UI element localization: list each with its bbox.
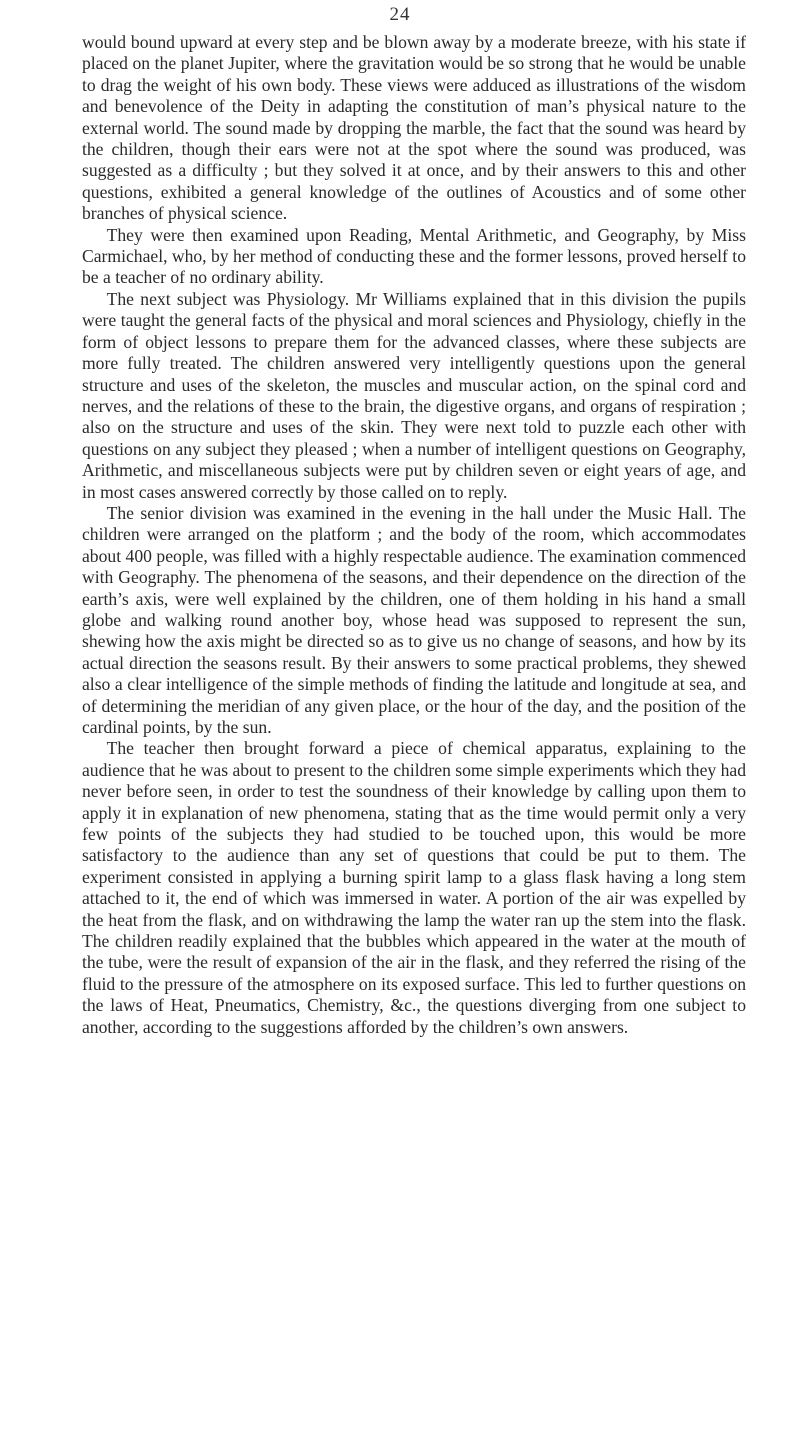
paragraph-2: They were then examined upon Reading, Mental Arithmetic, and Geography, by Miss Carmichael, who, by her method of conducting these and the former lessons, proved herself to be a teacher of no ordinary ability. <box>82 224 746 288</box>
paragraph-4: The senior division was examined in the evening in the hall under the Music Hall. The children were arranged on the platform ; and the body of the room, which accommodates about 400 people, was filled with a highly respectable audience. The examination commenced with Geography. The phenomena of the seasons, and their dependence on the direction of the earth’s axis, were well explained by the children, one of them holding in his hand a small globe and walking round another boy, whose head was supposed to represent the sun, shewing how the axis might be directed so as to give us no change of seasons, and how by its actual direction the seasons result. By their answers to some practical problems, they shewed also a clear intelligence of the simple methods of finding the latitude and longitude at sea, and of determining the meridian of any given place, or the hour of the day, and the position of the cardinal points, by the sun. <box>82 502 746 737</box>
paragraph-3: The next subject was Physiology. Mr Williams explained that in this division the pupils were taught the general facts of the physical and moral sciences and Physiology, chiefly in the form of object lessons to prepare them for the advanced classes, where these subjects are more fully treated. The children answered very intelligently questions upon the general structure and uses of the skeleton, the muscles and muscular action, on the spinal cord and nerves, and the relations of these to the brain, the digestive organs, and organs of respiration ; also on the structure and uses of the skin. They were next told to puzzle each other with questions on any subject they pleased ; when a number of intelligent questions on Geography, Arithmetic, and miscellaneous subjects were put by children seven or eight years of age, and in most cases answered correctly by those called on to reply. <box>82 288 746 502</box>
page-number: 24 <box>389 4 411 25</box>
paragraph-1: would bound upward at every step and be blown away by a moderate breeze, with his state if placed on the planet Jupiter, where the gravitation would be so strong that he would be unable to drag the weight of his own body. These views were adduced as illustrations of the wisdom and benevolence of the Deity in adapting the constitution of man’s physical nature to the external world. The sound made by dropping the marble, the fact that the sound was heard by the children, though their ears were not at the spot where the sound was produced, was suggested as a difficulty ; but they solved it at once, and by their answers to this and other questions, exhibited a general knowledge of the outlines of Acoustics and of some other branches of physical science. <box>82 32 746 224</box>
body-text <box>82 32 746 1038</box>
paragraph-5: The teacher then brought forward a piece of chemical apparatus, explaining to the audience that he was about to present to the children some simple experiments which they had never before seen, in order to test the soundness of their knowledge by calling upon them to apply it in explanation of new phenomena, stating that as the time would permit only a very few points of the subjects they had studied to be touched upon, this would be more satisfactory to the audience than any set of questions that could be put to them. The experiment consisted in applying a burning spirit lamp to a glass flask having a long stem attached to it, the end of which was immersed in water. A portion of the air was expelled by the heat from the flask, and on withdrawing the lamp the water ran up the stem into the flask. The children readily explained that the bubbles which appeared in the water at the mouth of the tube, were the result of expansion of the air in the flask, and they referred the rising of the fluid to the pressure of the atmosphere on its exposed surface. This led to further questions on the laws of Heat, Pneumatics, Chemistry, &c., the questions diverging from one subject to another, according to the suggestions afforded by the children’s own answers. <box>82 738 746 1037</box>
